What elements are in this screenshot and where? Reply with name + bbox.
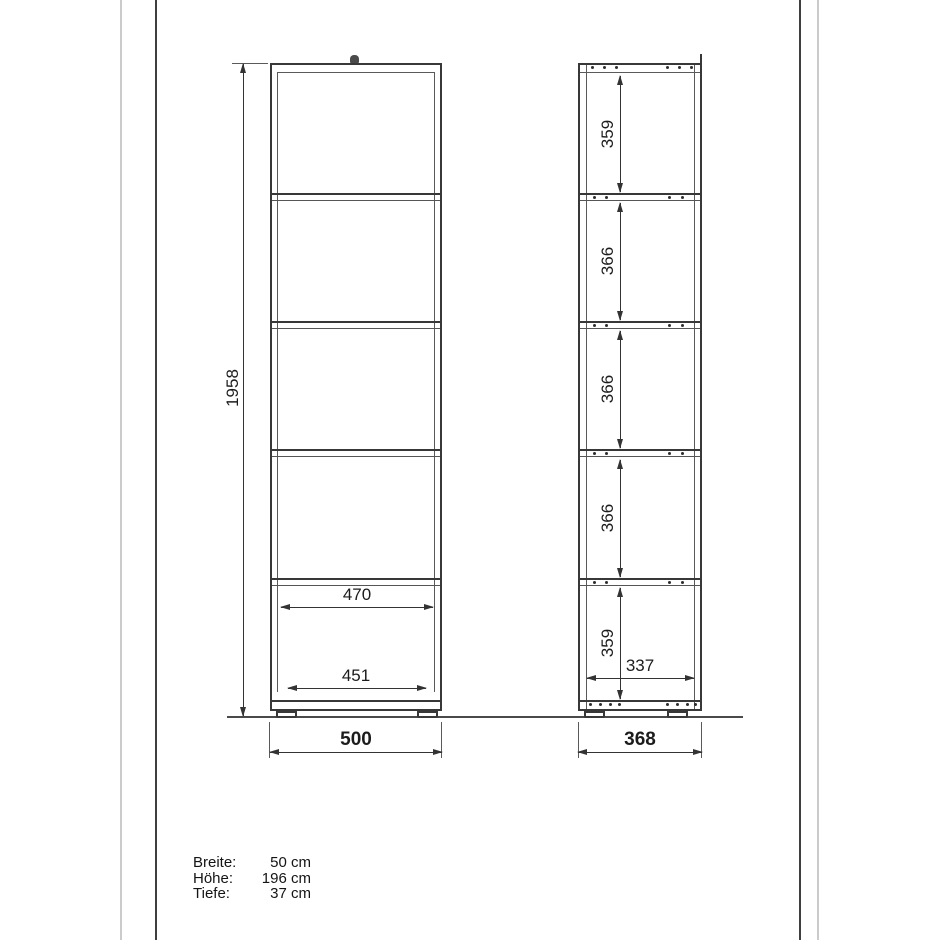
spec-row-height [193,871,311,887]
dimension-label: 366 [598,503,617,533]
side-foot-front [584,711,605,718]
screw-hole [603,66,606,69]
screw-hole [593,324,596,327]
screw-hole [609,703,612,706]
dimension-line [620,76,621,192]
screw-hole [668,581,671,584]
front-outer-frame [270,63,442,711]
dimension-line [288,688,426,689]
dimension-label: 451 [341,666,371,685]
front-bottom-board [272,700,440,702]
screw-hole [681,452,684,455]
side-foot-back [667,711,688,718]
dimension-label: 368 [624,729,656,750]
side-bottom-board [580,700,700,702]
side-inner-right [694,65,695,709]
dimension-summary [193,855,311,902]
screw-hole [593,452,596,455]
screw-hole [678,66,681,69]
screw-hole [618,703,621,706]
screw-hole [681,196,684,199]
front-inner-left [277,72,278,692]
screw-hole [668,324,671,327]
side-top-board-inner [580,72,700,73]
spec-label: Höhe: [193,869,234,887]
spec-label: Tiefe: [193,885,230,902]
screw-hole [605,581,608,584]
screw-hole [591,66,594,69]
dimension-label: 470 [342,585,372,604]
screw-hole [605,452,608,455]
dimension-label: 500 [340,729,372,750]
front-foot-right [417,711,438,718]
screw-hole [668,196,671,199]
spec-value: 50 cm [270,854,311,871]
dimension-line [270,752,442,753]
ground-line [227,716,743,718]
front-shelf-3 [272,449,440,457]
page-border-right-outer [817,0,819,940]
wall-mount-knob [350,55,359,63]
front-inner-right [434,72,435,692]
screw-hole [686,703,689,706]
dimension-line [578,752,702,753]
front-foot-left [276,711,297,718]
screw-hole [676,703,679,706]
screw-hole [666,66,669,69]
dimension-label: 366 [598,374,617,404]
screw-hole [615,66,618,69]
screw-hole [668,452,671,455]
dimension-line [620,460,621,577]
dimension-line [281,607,433,608]
screw-hole [593,196,596,199]
screw-hole [666,703,669,706]
dimension-line [587,678,694,679]
spec-row-depth [193,886,311,902]
front-shelf-1 [272,193,440,201]
page-border-left-outer [120,0,122,940]
dimension-line [620,588,621,699]
dimension-label: 1958 [223,369,242,407]
screw-hole [599,703,602,706]
spec-value: 37 cm [270,885,311,902]
screw-hole [605,196,608,199]
spec-value: 196 cm [261,869,311,887]
dimension-label: 359 [598,119,617,149]
screw-hole [589,703,592,706]
spec-row-width [193,855,311,871]
extension-line [232,63,268,64]
dimension-line [620,331,621,448]
page-border-left-inner [155,0,157,940]
dimension-label: 359 [598,628,617,658]
screw-hole [690,66,693,69]
screw-hole [681,581,684,584]
front-shelf-2 [272,321,440,329]
side-inner-left [586,65,587,709]
dimension-line [620,203,621,320]
dimension-line [243,64,244,716]
dimension-label: 337 [625,656,655,675]
front-inner-top [277,72,435,73]
side-outer-frame [578,63,702,711]
dimension-label: 366 [598,246,617,276]
screw-hole [694,703,697,706]
screw-hole [605,324,608,327]
page-border-right-inner [799,0,801,940]
screw-hole [593,581,596,584]
spec-label: Breite: [193,854,237,871]
screw-hole [681,324,684,327]
